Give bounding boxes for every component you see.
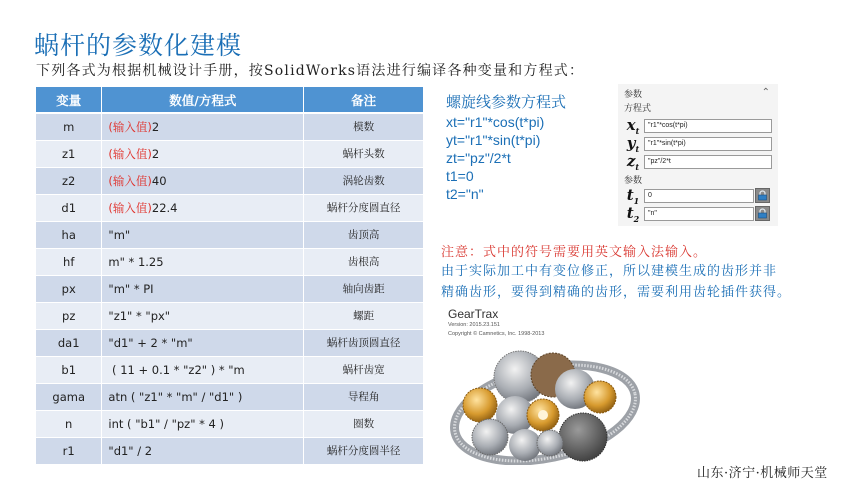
input-value-tag: (输入值) — [108, 119, 152, 134]
params-label: 参数 — [624, 176, 643, 186]
column-header-variable: 变量 — [36, 87, 102, 113]
t2-input[interactable]: "n" — [644, 207, 754, 221]
equations-label: 方程式 — [624, 104, 652, 114]
cell-note: 齿顶高 — [304, 221, 424, 248]
cell-value — [102, 167, 304, 194]
equation-xt: xt="r1"*cos(t*pi) — [446, 114, 545, 130]
cell-value — [102, 302, 304, 329]
collapse-caret-icon[interactable]: ⌃ — [761, 87, 770, 98]
value-text: ( 11 + 0.1 * "z2" ) * "m — [108, 362, 245, 377]
cell-variable: pz — [36, 302, 102, 329]
value-text: 40 — [151, 173, 167, 188]
table-row — [36, 140, 424, 167]
t1-lock-button[interactable] — [755, 188, 770, 203]
cell-note: 蜗杆齿宽 — [304, 356, 424, 383]
equation-t1: t1=0 — [446, 168, 474, 184]
cell-note: 螺距 — [304, 302, 424, 329]
panel-section-title: 参数 — [624, 90, 643, 100]
cell-note: 蜗杆齿顶圆直径 — [304, 329, 424, 356]
value-text: "m" * PI — [108, 281, 154, 296]
geartrax-copyright: Copyright © Camnetics, Inc. 1998-2013 — [448, 331, 545, 337]
geartrax-version: Version: 2015.23.151 — [448, 322, 500, 328]
geartrax-name: GearTrax — [448, 307, 499, 321]
info-note — [441, 261, 791, 303]
cell-variable: hf — [36, 248, 102, 275]
cell-value — [102, 194, 304, 221]
t2-row — [622, 206, 754, 222]
cell-value — [102, 356, 304, 383]
lock-icon — [757, 190, 768, 201]
cell-variable: n — [36, 410, 102, 437]
table-header-row — [36, 87, 424, 113]
info-note-line-1: 由于实际加工中有变位修正，所以建模生成的齿形并非 — [441, 264, 778, 279]
table-row — [36, 356, 424, 383]
cell-variable: gama — [36, 383, 102, 410]
input-value-tag: (输入值) — [108, 200, 152, 215]
cell-value — [102, 248, 304, 275]
table-row — [36, 329, 424, 356]
value-text: 2 — [151, 119, 160, 134]
yt-input[interactable]: "r1"*sin(t*pi) — [644, 137, 772, 151]
t1-input[interactable]: 0 — [644, 189, 754, 203]
xt-input[interactable]: "r1"*cos(t*pi) — [644, 119, 772, 133]
value-text: "z1" * "px" — [108, 308, 171, 323]
footer-credit: 山东·济宁·机械师天堂 — [697, 466, 828, 481]
table-body — [36, 113, 424, 464]
cell-note: 蜗杆分度圆直径 — [304, 194, 424, 221]
table-row — [36, 194, 424, 221]
value-text: "d1" / 2 — [108, 443, 153, 458]
table-row — [36, 410, 424, 437]
cell-note: 蜗杆分度圆半径 — [304, 437, 424, 464]
table-row — [36, 248, 424, 275]
input-value-tag: (输入值) — [108, 173, 152, 188]
cell-variable: b1 — [36, 356, 102, 383]
table-row — [36, 437, 424, 464]
cell-variable: da1 — [36, 329, 102, 356]
table-row — [36, 302, 424, 329]
warning-note: 注意：式中的符号需要用英文输入法输入。 — [441, 245, 708, 260]
yt-symbol: $y_t$ — [626, 134, 640, 154]
value-text: m" * 1.25 — [108, 254, 164, 269]
solidworks-parameters-panel — [618, 84, 778, 226]
zt-row — [622, 154, 772, 170]
value-text: 22.4 — [151, 200, 178, 215]
table-row — [36, 275, 424, 302]
xt-symbol: $x_t$ — [626, 116, 640, 136]
cell-note: 轴向齿距 — [304, 275, 424, 302]
table-row — [36, 167, 424, 194]
cell-variable: d1 — [36, 194, 102, 221]
helix-equations — [446, 91, 566, 203]
cell-variable: z2 — [36, 167, 102, 194]
value-text: int ( "b1" / "pz" * 4 ) — [108, 416, 225, 431]
cell-note: 涡轮齿数 — [304, 167, 424, 194]
cell-value — [102, 275, 304, 302]
cell-value — [102, 410, 304, 437]
lock-icon — [757, 208, 768, 219]
cell-variable: ha — [36, 221, 102, 248]
cell-variable: px — [36, 275, 102, 302]
xt-row — [622, 118, 772, 134]
cell-variable: m — [36, 113, 102, 140]
page-title: 蜗杆的参数化建模 — [34, 31, 243, 60]
t2-symbol: $t_2$ — [626, 204, 640, 224]
value-text: atn ( "z1" * "m" / "d1" ) — [108, 389, 243, 404]
cell-variable: r1 — [36, 437, 102, 464]
cell-note: 圈数 — [304, 410, 424, 437]
cell-value — [102, 113, 304, 140]
cell-value — [102, 437, 304, 464]
table-row — [36, 383, 424, 410]
input-value-tag: (输入值) — [108, 146, 152, 161]
value-text: 2 — [151, 146, 160, 161]
cell-note: 蜗杆头数 — [304, 140, 424, 167]
equation-t2: t2="n" — [446, 186, 484, 202]
table-row — [36, 221, 424, 248]
t1-row — [622, 188, 754, 204]
t2-lock-button[interactable] — [755, 206, 770, 221]
cell-note: 齿根高 — [304, 248, 424, 275]
equation-zt: zt="pz"/2*t — [446, 150, 511, 166]
cell-value — [102, 140, 304, 167]
parameters-table — [36, 87, 424, 465]
helix-title: 螺旋线参数方程式 — [446, 94, 567, 111]
column-header-note: 备注 — [304, 87, 424, 113]
t1-symbol: $t_1$ — [626, 186, 640, 206]
value-text: "m" — [108, 227, 131, 242]
page-subtitle: 下列各式为根据机械设计手册，按SolidWorks语法进行编译各种变量和方程式： — [36, 63, 585, 79]
cell-value — [102, 329, 304, 356]
info-note-line-2: 精确齿形，要得到精确的齿形，需要利用齿轮插件获得。 — [441, 285, 792, 300]
cell-note: 模数 — [304, 113, 424, 140]
yt-row — [622, 136, 772, 152]
equation-yt: yt="r1"*sin(t*pi) — [446, 132, 541, 148]
zt-symbol: $z_t$ — [626, 152, 640, 172]
gears-illustration — [445, 345, 640, 465]
value-text: "d1" + 2 * "m" — [108, 335, 193, 350]
table-row — [36, 113, 424, 140]
cell-value — [102, 383, 304, 410]
cell-value — [102, 221, 304, 248]
column-header-value: 数值/方程式 — [102, 87, 304, 113]
cell-variable: z1 — [36, 140, 102, 167]
cell-note: 导程角 — [304, 383, 424, 410]
zt-input[interactable]: "pz"/2*t — [644, 155, 772, 169]
